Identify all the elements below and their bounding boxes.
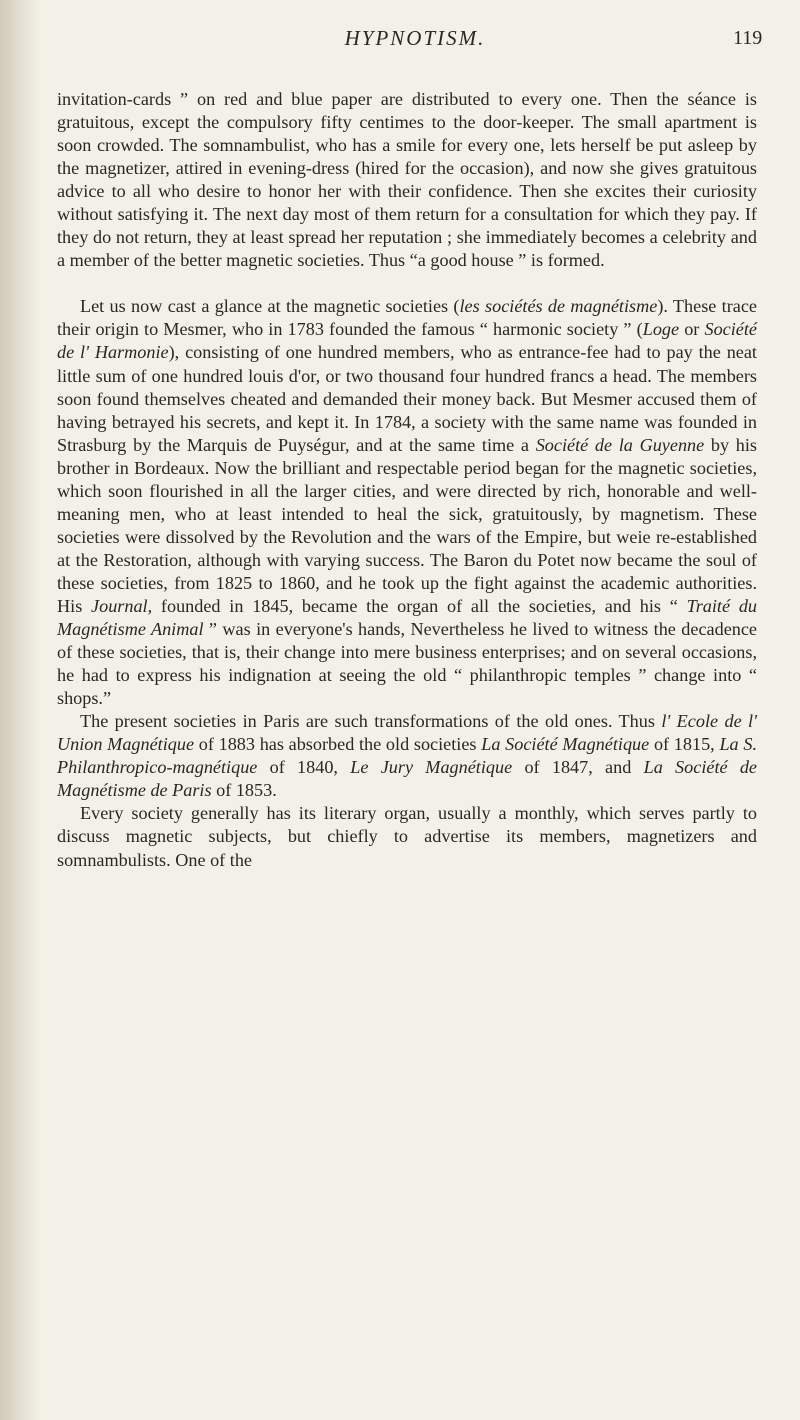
paragraph-3: The present societies in Paris are such transformations of the old ones. Thus l' Ecole de l' Union Magnétique of 1883 has absorbed the old societies La Société Magnétique of 1815, La S. Philanthropico-magnétique of 1840, Le Jury Magnétique of 1847, and La Société de Magnétisme de Paris of 1853. xyxy=(57,711,757,801)
running-head xyxy=(0,20,800,60)
running-title: HYPNOTISM. xyxy=(344,26,486,50)
paragraph-1: invitation-cards ” on red and blue paper are distributed to every one. Then the séance is gratuitous, except the compulsory fifty centimes to the door-keeper. The small apartment is soon crowded. The somnambulist, who has a smile for every one, lets herself be put asleep by the magnetizer, attired in evening-dress (hired for the occasion), and now she gives gratuitous advice to all who desire to honor her with their confidence. Then she excites their curiosity without satisfying it. The next day most of them return for a consultation for which they pay. If they do not return, they at least spread her reputation ; she immediately becomes a celebrity and a member of the better magnetic societies. Thus “a good house ” is formed. xyxy=(57,89,757,271)
paragraph-4: Every society generally has its literary organ, usually a monthly, which serves partly to discuss magnetic subjects, but chiefly to advertise its members, magnetizers and somnambulists. One of the xyxy=(57,803,757,870)
page-number: 119 xyxy=(733,27,763,49)
paragraph-2: Let us now cast a glance at the magnetic societies (les sociétés de magnétisme). These trace their origin to Mesmer, who in 1783 founded the famous “ harmonic society ” (Loge or Société de l' Harmonie), consisting of one hundred members, who as entrance-fee had to pay the neat little sum of one hundred louis d'or, or two thousand four hundred francs a head. The members soon found themselves cheated and demanded their money back. But Mesmer accused them of having betrayed his secrets, and kept it. In 1784, a society with the same name was founded in Strasburg by the Marquis de Puységur, and at the same time a Société de la Guyenne by his brother in Bordeaux. Now the brilliant and respectable period began for the magnetic societies, which soon flourished in all the larger cities, and were directed by rich, honorable and well-meaning men, who at least intended to heal the sick, gratuitously, by magnetism. These societies were dissolved by the Revolution and the wars of the Empire, but weie re-established at the Restoration, although with varying success. The Baron du Potet now became the soul of these societies, from 1825 to 1860, and he took up the fight against the academic authorities. His Journal, founded in 1845, became the organ of all the societies, and his “ Traité du Magnétisme Animal ” was in everyone's hands, Nevertheless he lived to witness the decadence of these societies, that is, their change into mere business enterprises; and on several occasions, he had to express his indignation at seeing the old “ philanthropic temples ” change into “ shops.” xyxy=(57,296,758,709)
page-gutter-shadow xyxy=(0,0,40,1420)
body-text xyxy=(57,88,757,872)
